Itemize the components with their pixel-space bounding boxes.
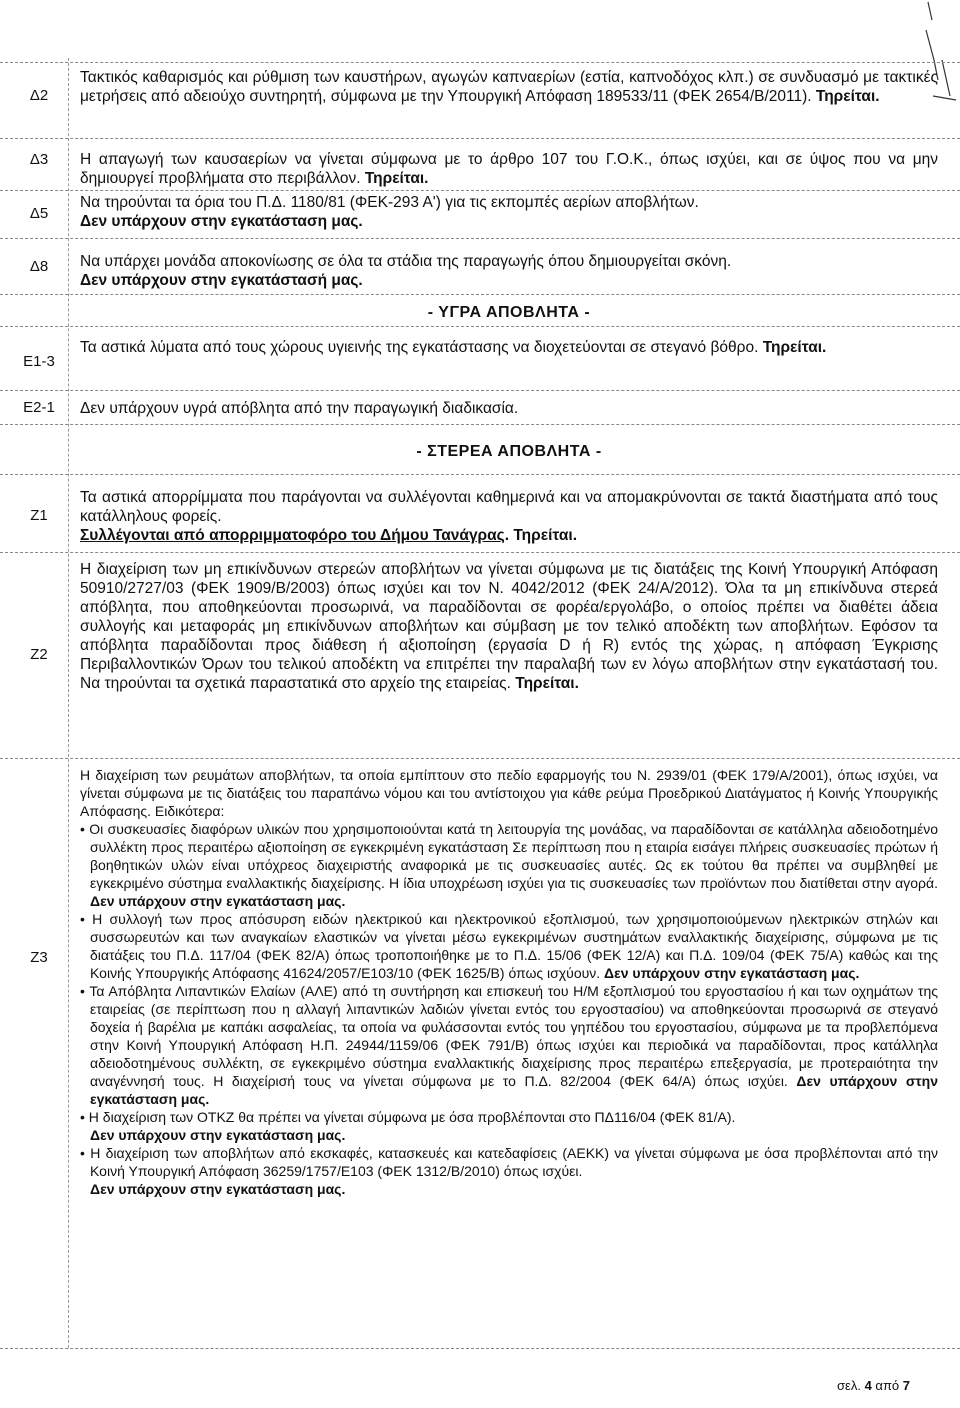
row-code: Δ5 [29, 205, 49, 222]
row-text [80, 150, 938, 188]
row-e21 [0, 390, 960, 391]
row-code: Ε1-3 [23, 353, 55, 370]
row-code: Ζ1 [30, 507, 48, 524]
row-status: . Τηρείται. [504, 527, 578, 544]
bullet-text: • Τα Απόβλητα Λιπαντικών Ελαίων (ΑΛΕ) από τη συντήρηση και επισκευή του Η/Μ εξοπλισμού του εργοστασίου ή και των οχημάτων της εταιρείας (σε περίπτωση που η αλλαγή λιπαντικών λαδιών γίνεται εντός του εργοστασίου) να αποθηκεύονται προσωρινά σε στεγανό δοχεία ή βαρέλια με καπάκι ασφαλείας, τα οποία να φυλάσσονται εντός του γηπέδου του εργοστασίου, σύμφωνα με τα προβλεπόμενα στην Κοινή Υπουργική Απόφαση Η.Π. 24944/1159/06 (ΦΕΚ 791/Β) όπως ισχύει και περιοδικά να παραδίδονται, προς κατάλληλα αδειοδοτημένους συλλέκτη, σε εγκεκριμένο σύστημα εναλλακτικής διαχείρισης προς περαιτέρω επεξεργασία, με προτεραιότητα την αναγέννησή τους. Η διαχείρισή τους να γίνεται σύμφωνα με το Π.Δ. 82/2004 (ΦΕΚ 64/Α) όπως ισχύει. [80, 983, 938, 1089]
page-current: 4 [864, 1378, 872, 1393]
row-status-underlined: Συλλέγονται από απορριμματοφόρο του Δήμου Τανάγρας [80, 527, 505, 544]
row-text [80, 338, 938, 357]
bullet-status: Δεν υπάρχουν στην εγκατάσταση μας. [90, 1127, 346, 1143]
bullet-status: Δεν υπάρχουν στην εγκατάσταση μας. [90, 1181, 346, 1197]
section-divider [0, 424, 960, 425]
row-code: Ε2-1 [23, 399, 55, 416]
bullet-item [80, 910, 938, 982]
row-text [80, 488, 938, 545]
row-e13-text: Τα αστικά λύματα από τους χώρους υγιεινής της εγκατάστασης να διοχετεύονται σε στεγανό βόθρο. [80, 339, 759, 356]
section-divider [0, 294, 960, 295]
liquid-waste-heading: - ΥΓΡΑ ΑΠΟΒΛΗΤΑ - [427, 304, 591, 321]
bullet-item [80, 1144, 938, 1198]
row-status: Τηρείται. [364, 170, 429, 187]
row-z3 [0, 758, 960, 759]
row-status: Τηρείται. [762, 339, 827, 356]
page-number [837, 1378, 910, 1393]
row-code: Δ3 [29, 151, 49, 168]
column-divider [68, 58, 69, 1348]
row-d2-text: Τακτικός καθαρισμός και ρύθμιση των καυστήρων, αγωγών καπναερίων (εστία, καπνοδόχος κλπ.) σε συνδυασμό με τακτικές μετρήσεις από αδειούχο συντηρητή, σύμφωνα με την Υπουργική Απόφαση 189533/11 (ΦΕΚ 2654/Β/2011). [80, 69, 938, 105]
row-code: Δ2 [29, 87, 49, 104]
page-total: 7 [902, 1378, 910, 1393]
row-z1 [0, 474, 960, 475]
table-bottom-border [0, 1348, 960, 1349]
row-d3 [0, 138, 960, 139]
row-d5-text: Να τηρούνται τα όρια του Π.Δ. 1180/81 (ΦΕΚ-293 Α') για τις εκπομπές αερίων αποβλήτων. [80, 194, 699, 211]
row-code: Ζ3 [30, 949, 48, 966]
row-text [80, 252, 938, 290]
bullet-status: Δεν υπάρχουν στην εγκατάσταση μας. [90, 1073, 938, 1107]
page-mid: από [875, 1378, 900, 1393]
row-status: Δεν υπάρχουν στην εγκατάσταση μας. [80, 213, 363, 230]
row-status: Τηρείται. [815, 88, 880, 105]
row-text [80, 560, 938, 693]
bullet-text: • Η συλλογή των προς απόσυρση ειδών ηλεκτρικού και ηλεκτρονικού εξοπλισμού, των χρησιμοποιούμενων ηλεκτρικών στηλών και συσσωρευτών και των αναγκαίων ελαστικών να γίνεται μέσω εγκεκριμένων συστημάτων εναλλακτικής διαχείρισης, σύμφωνα με τις διατάξεις του Π.Δ. 117/04 (ΦΕΚ 82/Α) όπως τροποποιήθηκε με το Π.Δ. 15/06 (ΦΕΚ 12/Α) και Π.Δ. 109/04 (ΦΕΚ 75/Α) καθώς και της Κοινής Υπουργικής Απόφασης 41624/2057/Ε103/10 (ΦΕΚ 1625/Β) όπως ισχύουν. [80, 911, 938, 981]
bullet-item [80, 820, 938, 910]
row-z2 [0, 552, 960, 553]
bullet-text: • Η διαχείριση των ΟΤΚΖ θα πρέπει να γίνεται σύμφωνα με όσα προβλέπονται στο ΠΔ116/04 (ΦΕΚ 81/Α). [80, 1109, 736, 1125]
solid-waste-heading: - ΣΤΕΡΕΑ ΑΠΟΒΛΗΤΑ - [416, 443, 602, 460]
row-d5 [0, 190, 960, 191]
row-z1-text: Τα αστικά απορρίμματα που παράγονται να συλλέγονται καθημερινά και να απομακρύνονται σε τακτά διαστήματα από τους κατάλληλους φορείς. [80, 489, 938, 525]
row-e13 [0, 326, 960, 327]
row-text [80, 766, 938, 1198]
row-status: Δεν υπάρχουν στην εγκατάστασή μας. [80, 272, 363, 289]
row-z2-text: Η διαχείριση των μη επικίνδυνων στερεών αποβλήτων να γίνεται σύμφωνα με τις διατάξεις της Κοινή Υπουργική Απόφαση 50910/2727/03 (ΦΕΚ 1909/Β/2003) όπως ισχύει και τον Ν. 4042/2012 (ΦΕΚ 24/Α/2012). Όλα τα μη επικίνδυνα στερεά απόβλητα, που αποθηκεύονται προσωρινά, να παραδίδονται σε φορέα/εργολάβο, ο οποίος πρέπει να διαθέτει άδεια συλλογής και μεταφοράς μη επικίνδυνων αποβλήτων και σύμβαση με τον τελικό αποδέκτη των αποβλήτων. Εφόσον τα απόβλητα παραδίδονται προς διάθεση ή αξιοποίηση (εργασία D ή R) εντός της χώρας, η απόφαση Έγκρισης Περιβαλλοντικών Όρων του τελικού αποδέκτη να επιτρέπει την παραλαβή των εν λόγω αποβλήτων στην εγκατάστασή του. Να τηρούνται τα σχετικά παραστατικά στο αρχείο της εταιρείας. [80, 561, 938, 692]
bullet-status: Δεν υπάρχουν στην εγκατάσταση μας. [604, 965, 860, 981]
row-code: Δ8 [29, 258, 49, 275]
bullet-item [80, 1108, 938, 1144]
row-d8 [0, 238, 960, 239]
row-e21-text: Δεν υπάρχουν υγρά απόβλητα από την παραγωγική διαδικασία. [80, 400, 519, 417]
page-prefix: σελ. [837, 1378, 861, 1393]
row-code: Ζ2 [30, 646, 48, 663]
row-d2 [0, 62, 960, 63]
row-z3-intro: Η διαχείριση των ρευμάτων αποβλήτων, τα οποία εμπίπτουν στο πεδίο εφαρμογής του Ν. 2939/01 (ΦΕΚ 179/Α/2001), όπως ισχύει, να γίνεται σύμφωνα με τις διατάξεις του παραπάνω νόμου και του αντίστοιχου για κάθε ρεύμα Προεδρικού Διατάγματος ή Κοινής Υπουργικής Απόφασης. Ειδικότερα: [80, 767, 938, 819]
row-d8-text: Να υπάρχει μονάδα αποκονίωσης σε όλα τα στάδια της παραγωγής όπου δημιουργείται σκόνη. [80, 253, 732, 270]
row-text [80, 193, 938, 231]
bullet-text: • Οι συσκευασίες διαφόρων υλικών που χρησιμοποιούνται κατά τη λειτουργία της μονάδας, να παραδίδονται σε κατάλληλα αδειοδοτημένο συλλέκτη προς περαιτέρω αξιοποίηση σε εγκεκριμένη εγκατάσταση Σε περίπτωση που η εταιρία εισάγει πλήρεις συσκευασίες πρώτων ή βοηθητικών υλών είναι υπόχρεος διαχειριστής αναφορικά με τις συσκευασίες αυτές. Ως εκ τούτου θα πρέπει να συμβληθεί με εγκεκριμένο σύστημα εναλλακτικής διαχείρισης. Η ίδια υποχρέωση ισχύει για τις συσκευασίες των προϊόντων που διατίθεται στην αγορά. [80, 821, 938, 891]
row-status: Τηρείται. [515, 675, 579, 692]
row-text [80, 68, 938, 106]
bullet-status: Δεν υπάρχουν στην εγκατάσταση μας. [90, 893, 346, 909]
bullet-text: • Η διαχείριση των αποβλήτων από εκσκαφές, κατασκευές και κατεδαφίσεις (ΑΕΚΚ) να γίνεται σύμφωνα με όσα προβλέπονται από την Κοινή Υπουργική Απόφαση 36259/1757/Ε103 (ΦΕΚ 1312/Β/2010) όπως ισχύει. [80, 1145, 938, 1179]
bullet-item [80, 982, 938, 1108]
row-d3-text: Η απαγωγή των καυσαερίων να γίνεται σύμφωνα με το άρθρο 107 του Γ.Ο.Κ., όπως ισχύει, και σε ύψος που να μην δημιουργεί προβλήματα στο περιβάλλον. [80, 151, 938, 187]
